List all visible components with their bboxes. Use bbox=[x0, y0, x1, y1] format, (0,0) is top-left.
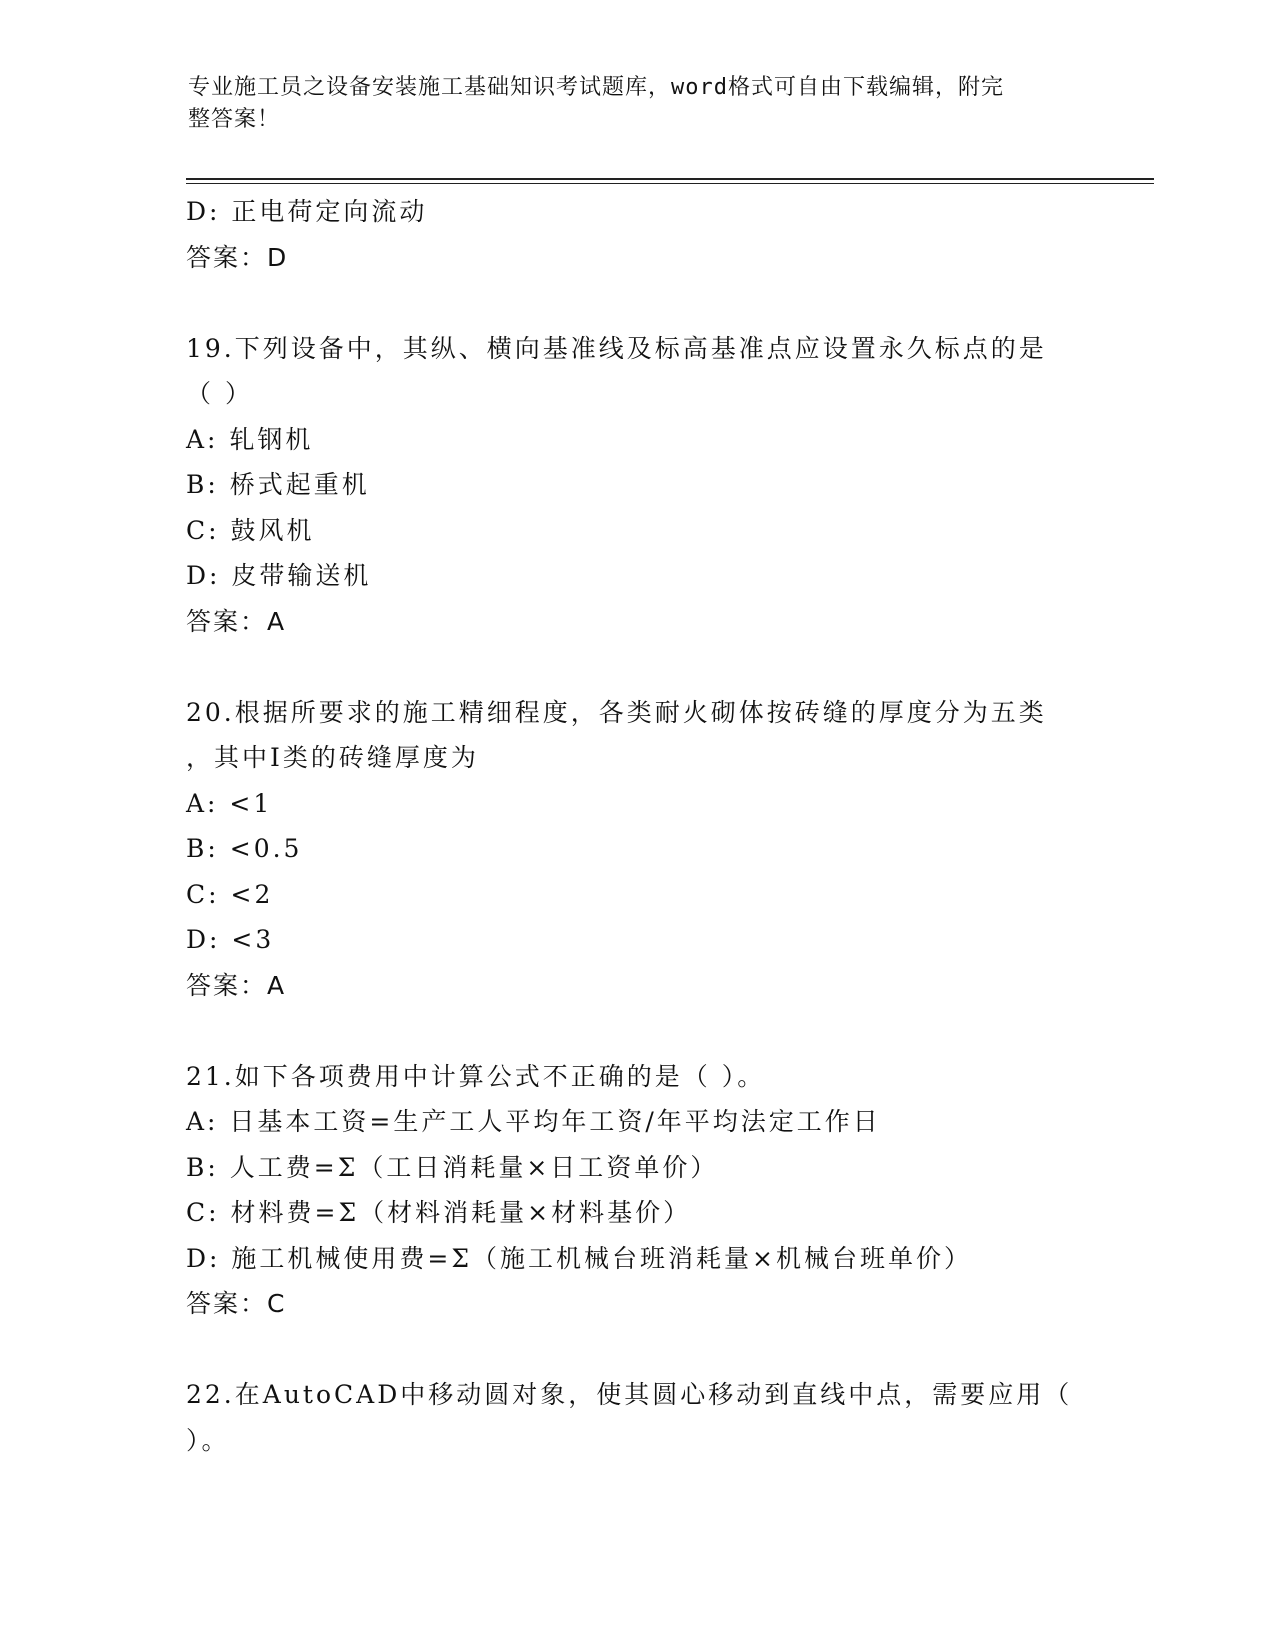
spacer bbox=[186, 1327, 1086, 1373]
q22-stem-line-2: ）。 bbox=[186, 1425, 230, 1455]
q19-stem-line-1: 19.下列设备中，其纵、横向基准线及标高基准点应设置永久标点的是 bbox=[186, 333, 1047, 363]
q21-answer: 答案：C bbox=[186, 1289, 287, 1318]
q19-stem-line-2: （ ） bbox=[186, 379, 253, 408]
prev-answer: 答案：D bbox=[186, 242, 289, 272]
q21-option-c: C: 材料费=Σ（材料消耗量×材料基价） bbox=[186, 1198, 692, 1227]
prev-option-d: D: 正电荷定向流动 bbox=[186, 197, 428, 226]
spacer bbox=[186, 280, 1086, 326]
spacer bbox=[186, 1008, 1086, 1054]
page-header bbox=[188, 72, 1068, 136]
q20-answer: 答案：A bbox=[186, 970, 287, 1000]
question-body bbox=[186, 189, 1086, 1463]
q19-option-b: B: 桥式起重机 bbox=[186, 470, 370, 499]
q19-answer: 答案：A bbox=[186, 606, 287, 636]
q21-stem: 21.如下各项费用中计算公式不正确的是（ ）。 bbox=[186, 1061, 766, 1091]
q20-stem-line-2: ，其中Ⅰ类的砖缝厚度为 bbox=[186, 743, 479, 772]
q21-option-a: A: 日基本工资=生产工人平均年工资/年平均法定工作日 bbox=[186, 1107, 881, 1136]
header-line-1: 专业施工员之设备安装施工基础知识考试题库，word格式可自由下载编辑，附完 bbox=[188, 75, 1004, 100]
q22-stem-line-1: 22.在AutoCAD中移动圆对象，使其圆心移动到直线中点，需要应用（ bbox=[186, 1380, 1073, 1409]
header-divider-thin bbox=[186, 183, 1154, 184]
q21-option-d: D: 施工机械使用费=Σ（施工机械台班消耗量×机械台班单价） bbox=[186, 1243, 972, 1273]
q20-option-d: D: <3 bbox=[186, 925, 275, 954]
q20-option-b: B: <0.5 bbox=[186, 834, 303, 863]
q20-option-c: C: <2 bbox=[186, 879, 274, 909]
header-divider bbox=[186, 178, 1154, 180]
spacer bbox=[186, 644, 1086, 690]
q21-option-b: B: 人工费=Σ（工日消耗量×日工资单价） bbox=[186, 1152, 719, 1182]
q19-option-c: C: 鼓风机 bbox=[186, 515, 315, 545]
q20-option-a: A: <1 bbox=[186, 788, 273, 818]
q19-option-a: A: 轧钢机 bbox=[186, 424, 314, 454]
q20-stem-line-1: 20.根据所要求的施工精细程度，各类耐火砌体按砖缝的厚度分为五类 bbox=[186, 697, 1047, 727]
header-line-2: 整答案！ bbox=[188, 107, 281, 132]
q19-option-d: D: 皮带输送机 bbox=[186, 561, 372, 590]
